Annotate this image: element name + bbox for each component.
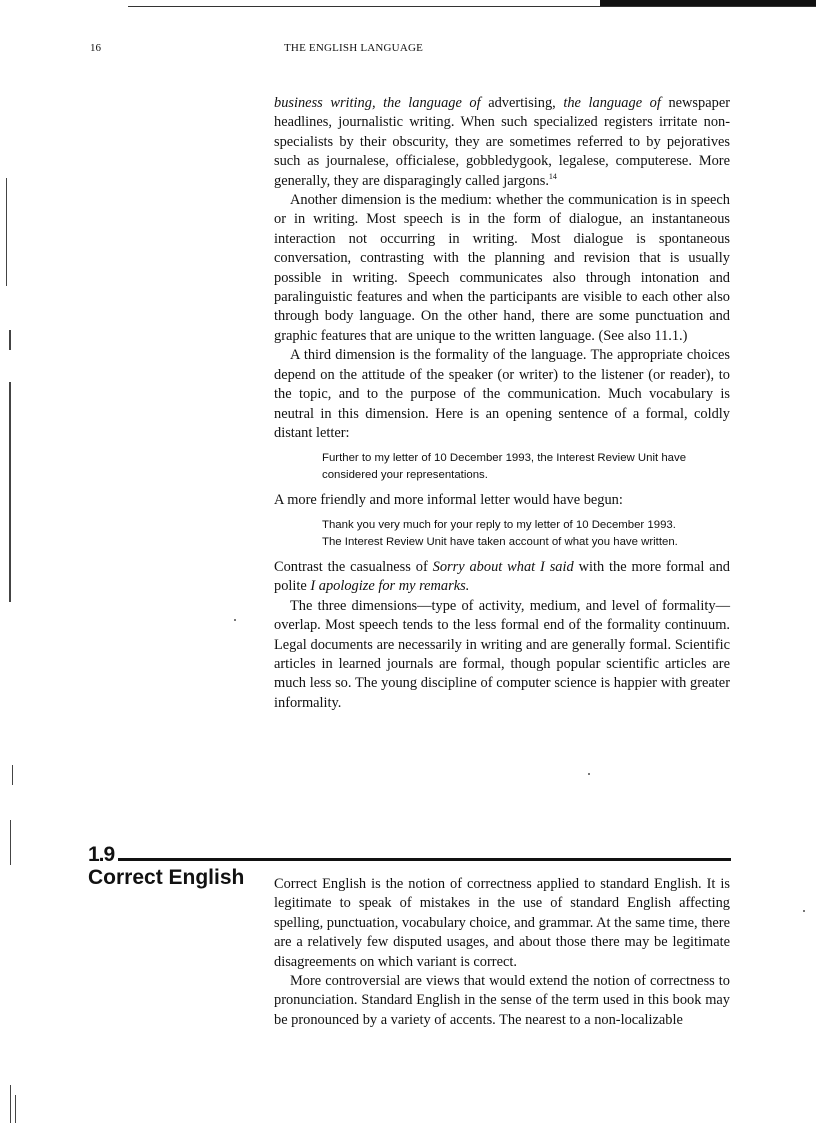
paragraph-informal-intro: A more friendly and more informal letter would have begun: <box>274 491 623 508</box>
example-formal-letter: Further to my letter of 10 December 1993, the Interest Review Unit have considered your representations. <box>322 452 687 482</box>
italic-phrase: I apologize for my remarks. <box>310 578 470 595</box>
scan-speck <box>234 619 236 621</box>
scan-artifact <box>9 382 11 602</box>
section-rule <box>118 858 731 861</box>
scan-artifact <box>15 1095 16 1123</box>
example-informal-letter: Thank you very much for your reply to my letter of 10 December 1993. The Interest Review Unit have taken account of what you have written. <box>322 519 678 549</box>
scan-artifact <box>10 820 11 865</box>
running-title: THE ENGLISH LANGUAGE <box>284 42 424 54</box>
body-text <box>274 94 730 713</box>
paragraph-medium: Another dimension is the medium: whether the communication is in speech or in writing. Most speech is in the form of dialogue, an instantaneous interaction not occurring in writing. Most dialogue is spontaneous conversation, contrasting with the planning and revision that is usually possible in writing. Speech communicates also through intonation and paralinguistic features and when the participants are visible to each other also through body language. On the other hand, there are some punctuation and graphic features that are unique to the written language. (See also 11.1.) <box>274 192 730 344</box>
footnote-marker: 14 <box>548 171 557 181</box>
italic-term: the language of <box>563 95 661 111</box>
scan-artifact <box>10 1085 11 1123</box>
paragraph-pronunciation: More controversial are views that would extend the notion of correctness to pronunciation. Standard English in the sense of the term used in this book may be pronounced by a variety of accents. The nearest to a non-localizable <box>274 973 730 1028</box>
section-title: Correct English <box>88 866 245 889</box>
top-bar <box>600 0 816 6</box>
scan-artifact <box>9 330 11 350</box>
paragraph-registers: business writing, the language of advertising, the language of newspaper headlines, journalistic writing. When such specialized registers irritate non-specialists by their obscurity, they are sometimes referred to by pejoratives such as journalese, officialese, gobbledygook, legalese, computerese. More generally, they are disparagingly called jargons.$^{14}$ <box>274 95 730 189</box>
section-body <box>274 875 730 1030</box>
scan-speck <box>803 910 805 912</box>
scan-artifact <box>6 178 7 286</box>
section-number: 1.9 <box>88 843 115 866</box>
paragraph-formality: A third dimension is the formality of the language. The appropriate choices depend on the attitude of the speaker (or writer) to the listener (or reader), to the topic, and to the purpose of the communication. Much vocabulary is neutral in this dimension. Here is an opening sentence of a formal, coldly distant letter: <box>274 347 730 441</box>
paragraph-correct-english: Correct English is the notion of correctness applied to standard English. It is legitimate to speak of mistakes in the use of standard English affecting spelling, punctuation, vocabulary choice, and grammar. At the same time, there are a relatively few disputed usages, and about those there may be legitimate disagreements on which variant is correct. <box>274 876 730 970</box>
italic-term: business writing, the language of <box>274 95 481 111</box>
page-number: 16 <box>90 42 101 54</box>
paragraph-dimensions: The three dimensions—type of activity, medium, and level of formality—overlap. Most speech tends to the less formal end of the formality continuum. Legal documents are necessarily in writing and are generally formal. Scientific articles in learned journals are formal, though popular scientific articles are much less so. The young discipline of computer science is happier with greater informality. <box>274 597 730 711</box>
scan-artifact <box>12 765 13 785</box>
top-rule <box>128 6 816 7</box>
scan-speck <box>588 773 590 775</box>
paragraph-contrast: Contrast the casualness of Sorry about what I said with the more formal and polite I apologize for my remarks. <box>274 558 731 595</box>
italic-phrase: Sorry about what I said <box>432 558 574 575</box>
